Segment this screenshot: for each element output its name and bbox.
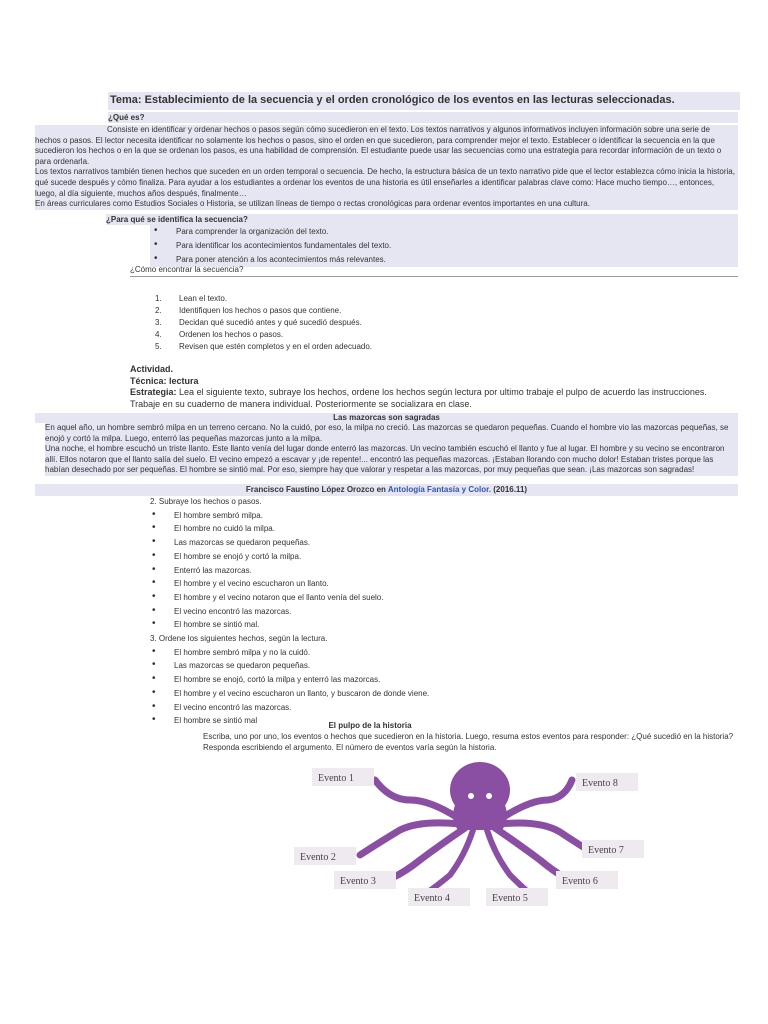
- event-label-5: Evento 5: [492, 893, 528, 904]
- event-label-3: Evento 3: [340, 876, 376, 887]
- list-item: • Para poner atención a los acontecimientos más relevantes.: [150, 253, 738, 267]
- list-item: • Para identificar los acontecimientos fundamentales del texto.: [150, 239, 738, 253]
- activity-section: [130, 364, 730, 410]
- como-list: [155, 293, 715, 353]
- exercise-2-heading: 2. Subraye los hechos o pasos.: [150, 497, 262, 506]
- tecnica-label: Técnica:: [130, 375, 167, 386]
- event-label-7: Evento 7: [588, 845, 624, 856]
- exercise-3-list: [150, 646, 710, 728]
- event-label-4: Evento 4: [414, 893, 450, 904]
- list-item: • El hombre se sintió mal: [150, 714, 710, 728]
- event-label-8: Evento 8: [582, 778, 618, 789]
- octopus-diagram: [290, 760, 650, 910]
- para-que-heading: ¿Para qué se identifica la secuencia?: [106, 214, 738, 225]
- list-item: • El hombre se sintió mal.: [150, 618, 710, 632]
- que-es-heading-text: ¿Qué es?: [108, 113, 145, 122]
- list-item: • El hombre sembró milpa.: [150, 509, 710, 523]
- list-item: • Las mazorcas se quedaron pequeñas.: [150, 659, 710, 673]
- story-title: Las mazorcas son sagradas: [35, 413, 738, 423]
- que-es-section: [35, 125, 738, 210]
- story-year: (2016.11): [493, 485, 528, 494]
- list-item: • El hombre no cuidó la milpa.: [150, 522, 710, 536]
- page-title: Tema: Establecimiento de la secuencia y el orden cronológico de los eventos en las lecturas seleccionadas.: [108, 92, 740, 110]
- list-item: 2. Identifiquen los hechos o pasos que contiene.: [155, 306, 342, 315]
- exercise-3-heading: 3. Ordene los siguientes hechos, según la lectura.: [150, 634, 328, 644]
- list-item: • El hombre se enojó y cortó la milpa.: [150, 550, 710, 564]
- list-item: 3. Decidan qué sucedió antes y qué sucedió después.: [155, 318, 362, 327]
- estrategia-label: Estrategia:: [130, 387, 177, 397]
- como-heading: ¿Cómo encontrar la secuencia?: [130, 264, 738, 277]
- author-name: Francisco Faustino López Orozco en: [245, 485, 386, 494]
- octopus-title: El pulpo de la historia: [328, 721, 412, 730]
- list-item: • El hombre se enojó, cortó la milpa y enterró las mazorcas.: [150, 673, 710, 687]
- list-item: • Enterró las mazorcas.: [150, 564, 710, 578]
- event-label-6: Evento 6: [562, 876, 598, 887]
- story-text: [45, 423, 738, 476]
- list-item: 4. Ordenen los hechos o pasos.: [155, 330, 284, 339]
- story-paragraph-2: Una noche, el hombre escuchó un triste llanto. Este llanto venía del lugar donde enterró las mazorcas. Un vecino también escuchó el llanto y fue al lugar. El hombre y su vecino se encontraron allí. Ellos notaron que el llanto salía del suelo. El vecino empezó a escavar y ¡de repente!... encontró las pequeñas mazorcas. ¡Estaban llorando con mucho dolor! Estaban tristes porque las habían desechado por ser pequeñas. El hombre se sintió mal. Por eso, siempre hay que valorar y respetar a las mazorcas, por muy pequeñas que sean. ¡Las mazorcas son sagradas!: [45, 444, 725, 474]
- list-item: • El vecino encontró las mazorcas.: [150, 701, 710, 715]
- list-item: 1. Lean el texto.: [155, 294, 228, 303]
- octopus-instructions: Escriba, uno por uno, los eventos o hechos que sucedieron en la historia. Luego, resuma estos eventos para responder: ¿Qué sucedió en la historia? Responda escribiendo el argumento. El número de eventos varía según la historia.: [203, 732, 734, 752]
- list-item: • El hombre sembró milpa y no la cuidó.: [150, 646, 710, 660]
- list-item: • El hombre y el vecino escucharon un llanto, y buscaron de donde viene.: [150, 687, 710, 701]
- activity-label: Actividad.: [130, 364, 174, 374]
- exercises-section: [150, 495, 710, 728]
- list-item: • El hombre y el vecino escucharon un llanto.: [150, 577, 710, 591]
- list-item: • El vecino encontró las mazorcas.: [150, 605, 710, 619]
- que-es-paragraph-1: Consiste en identificar y ordenar hechos o pasos según cómo sucedieron en el texto. Los textos narrativos y algunos informativos incluyen información sobre una serie de hechos o pasos. El lector necesita identificar no solamente los hechos o pasos, sino el orden en que sucedieron, para comprender mejor el texto. Establecer o identificar la secuencia en la que sucedieron los hechos o en la que se ordenan los pasos, es una habilidad de comprensión. El estudiante puede usar las secuencias como una estrategia para recordar información de un texto o para ordenarla.: [35, 125, 722, 166]
- story-paragraph-1: En aquel año, un hombre sembró milpa en un terreno cercano. No la cuidó, por eso, la milpa no creció. Las mazorcas se quedaron pequeñas. Cuando el hombre vio las mazorcas pequeñas, se enojó y cortó la milpa. Luego, enterró las pequeñas mazorcas junto a la milpa.: [45, 423, 729, 443]
- estrategia-value: Lea el siguiente texto, subraye los hechos, ordene los hechos según lectura por ultimo trabaje el pulpo de acuerdo las instrucciones. Trabaje en su cuaderno de manera individual. Posteriormente se socializara en clase.: [130, 387, 707, 409]
- que-es-paragraph-3: En áreas curriculares como Estudios Sociales o Historia, se utilizan líneas de tiempo o rectas cronológicas para ordenar eventos importantes en una cultura.: [35, 199, 590, 209]
- exercise-2-list: [150, 509, 710, 632]
- que-es-paragraph-2: Los textos narrativos también tienen hechos que suceden en un orden temporal o secuencia. De hecho, la estructura básica de un texto narrativo pide que el lector establezca cómo inicia la historia, qué sucede después y cómo finaliza. Para ayudar a los estudiantes a ordenar los eventos de una historia es útil enseñarles a identificar palabras clave como: Hace mucho tiempo…, entonces, luego, al día siguiente, muchos años después, finalmente…: [35, 167, 735, 198]
- list-item: • El hombre y el vecino notaron que el llanto venía del suelo.: [150, 591, 710, 605]
- tecnica-value: lectura: [169, 375, 199, 386]
- book-link[interactable]: Antología Fantasía y Color.: [387, 485, 492, 494]
- list-item: 5. Revisen que estén completos y en el orden adecuado.: [155, 342, 373, 351]
- list-item: • Para comprender la organización del texto.: [150, 225, 738, 239]
- que-es-heading: [108, 112, 738, 123]
- list-item: • Las mazorcas se quedaron pequeñas.: [150, 536, 710, 550]
- event-label-1: Evento 1: [318, 773, 354, 784]
- event-label-2: Evento 2: [300, 852, 336, 863]
- para-que-list: [150, 225, 738, 267]
